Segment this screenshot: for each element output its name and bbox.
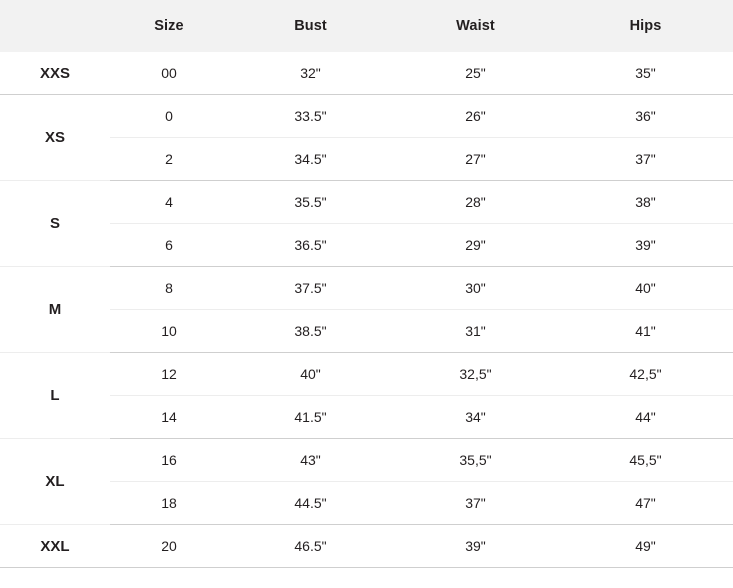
cell-waist: 34" <box>393 396 558 439</box>
size-group-label: M <box>0 267 110 353</box>
size-group-label: XL <box>0 439 110 525</box>
cell-waist: 32,5" <box>393 353 558 396</box>
table-row <box>0 224 733 267</box>
cell-size: 0 <box>110 95 228 138</box>
cell-bust: 35.5" <box>228 181 393 224</box>
cell-bust: 41.5" <box>228 396 393 439</box>
cell-waist: 26" <box>393 95 558 138</box>
table-row <box>0 396 733 439</box>
table-row <box>0 439 733 482</box>
table-header <box>0 0 733 52</box>
cell-waist: 30" <box>393 267 558 310</box>
cell-waist: 29" <box>393 224 558 267</box>
cell-hips: 44" <box>558 396 733 439</box>
table-row <box>0 310 733 353</box>
table-row <box>0 181 733 224</box>
cell-size: 16 <box>110 439 228 482</box>
size-group-label: S <box>0 181 110 267</box>
table-row <box>0 138 733 181</box>
table-row <box>0 353 733 396</box>
cell-hips: 41" <box>558 310 733 353</box>
column-header-sizelabel <box>0 0 110 52</box>
table-row <box>0 95 733 138</box>
cell-bust: 44.5" <box>228 482 393 525</box>
cell-bust: 40" <box>228 353 393 396</box>
cell-bust: 36.5" <box>228 224 393 267</box>
size-group-label: XXS <box>0 52 110 95</box>
cell-hips: 39" <box>558 224 733 267</box>
cell-size: 4 <box>110 181 228 224</box>
cell-bust: 32" <box>228 52 393 95</box>
table-row <box>0 267 733 310</box>
cell-size: 00 <box>110 52 228 95</box>
header-row <box>0 0 733 52</box>
size-group-label: XS <box>0 95 110 181</box>
cell-hips: 40" <box>558 267 733 310</box>
cell-hips: 45,5" <box>558 439 733 482</box>
size-group-label: XXL <box>0 525 110 568</box>
cell-size: 14 <box>110 396 228 439</box>
cell-waist: 27" <box>393 138 558 181</box>
table-row <box>0 52 733 95</box>
cell-waist: 28" <box>393 181 558 224</box>
cell-bust: 34.5" <box>228 138 393 181</box>
table-row <box>0 482 733 525</box>
cell-bust: 43" <box>228 439 393 482</box>
cell-waist: 25" <box>393 52 558 95</box>
cell-hips: 49" <box>558 525 733 568</box>
cell-hips: 36" <box>558 95 733 138</box>
cell-size: 20 <box>110 525 228 568</box>
cell-hips: 42,5" <box>558 353 733 396</box>
cell-bust: 37.5" <box>228 267 393 310</box>
cell-size: 18 <box>110 482 228 525</box>
size-group-label: L <box>0 353 110 439</box>
cell-hips: 47" <box>558 482 733 525</box>
column-header-size: Size <box>110 0 228 52</box>
cell-waist: 31" <box>393 310 558 353</box>
cell-bust: 46.5" <box>228 525 393 568</box>
cell-bust: 38.5" <box>228 310 393 353</box>
cell-waist: 35,5" <box>393 439 558 482</box>
column-header-hips: Hips <box>558 0 733 52</box>
cell-size: 10 <box>110 310 228 353</box>
table-body <box>0 52 733 568</box>
table-row <box>0 525 733 568</box>
cell-waist: 39" <box>393 525 558 568</box>
cell-waist: 37" <box>393 482 558 525</box>
cell-hips: 38" <box>558 181 733 224</box>
column-header-waist: Waist <box>393 0 558 52</box>
cell-size: 8 <box>110 267 228 310</box>
cell-bust: 33.5" <box>228 95 393 138</box>
column-header-bust: Bust <box>228 0 393 52</box>
cell-size: 2 <box>110 138 228 181</box>
cell-hips: 37" <box>558 138 733 181</box>
cell-hips: 35" <box>558 52 733 95</box>
cell-size: 6 <box>110 224 228 267</box>
cell-size: 12 <box>110 353 228 396</box>
